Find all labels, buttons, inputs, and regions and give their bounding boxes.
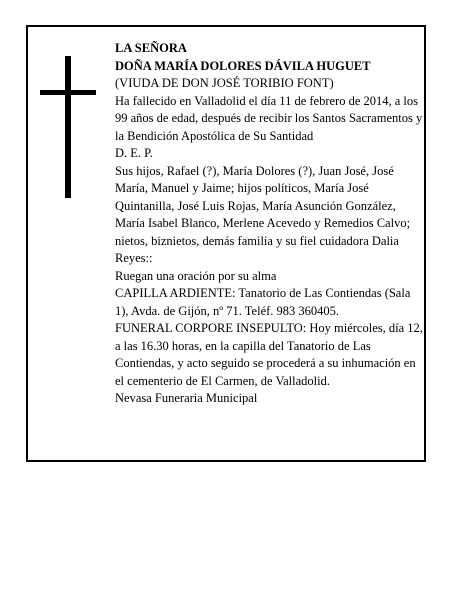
funeral-information: FUNERAL CORPORE INSEPULTO: Hoy miércoles, día 12, a las 16.30 horas, en la capilla del Tanatorio de Las Contiendas, y acto seguido se procederá a su inhumación en el cementerio de El Carmen, de Valladolid. xyxy=(115,321,423,388)
funeral-home: Nevasa Funeraria Municipal xyxy=(115,391,258,405)
deceased-name: DOÑA MARÍA DOLORES DÁVILA HUGUET xyxy=(115,58,371,73)
cross-horizontal-bar xyxy=(40,90,96,95)
rip-text: D. E. P. xyxy=(115,146,153,160)
family-list: Sus hijos, Rafael (?), María Dolores (?), Juan José, José María, Manuel y Jaime; hijos políticos, María José Quintanilla, José Luis Rojas, María Asunción González, María Isabel Blanco, Merlene Acevedo y Remedios Calvo; nietos, biznietos, demás familia y su fiel cuidadora Dalia Reyes:: xyxy=(115,163,411,265)
obituary-notice xyxy=(26,25,426,462)
widow-line: (VIUDA DE DON JOSÉ TORIBIO FONT) xyxy=(115,76,334,90)
prayer-request: Ruegan una oración por su alma xyxy=(115,268,277,283)
death-announcement: Ha fallecido en Valladolid el día 11 de febrero de 2014, a los 99 años de edad, después de recibir los Santos Sacramentos y la Bendición Apostólica de Su Santidad xyxy=(115,93,423,143)
cross-icon xyxy=(40,56,96,198)
notice-text xyxy=(115,40,425,408)
chapel-information: CAPILLA ARDIENTE: Tanatorio de Las Contiendas (Sala 1), Avda. de Gijón, nº 71. Teléf. 983 360405. xyxy=(115,286,411,318)
cross-vertical-bar xyxy=(65,56,71,198)
notice-title: LA SEÑORA xyxy=(115,41,187,55)
